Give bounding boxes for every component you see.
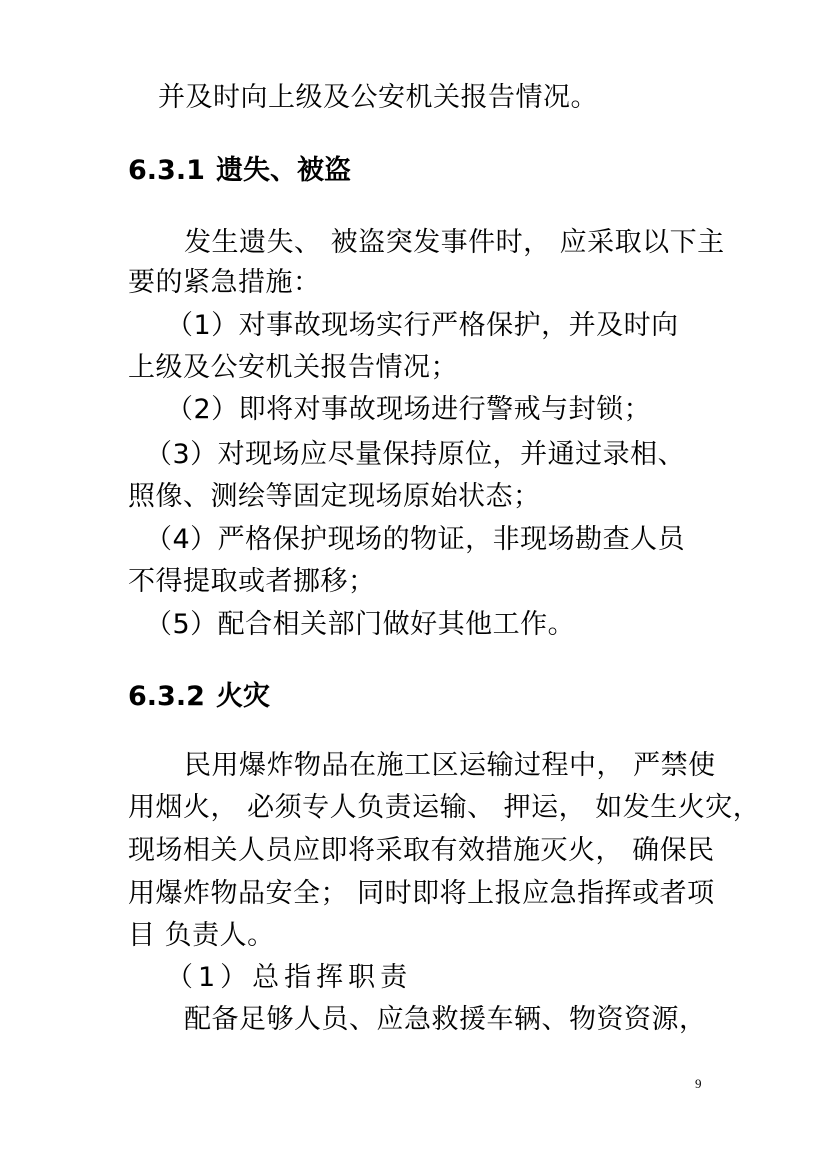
paragraph-line: 现场相关人员应即将采取有效措施灭火， 确保民 (128, 835, 715, 866)
list-item-3: （3）对现场应尽量保持原位，并通过录相、 (145, 439, 686, 470)
paragraph-line: 并及时向上级及公安机关报告情况。 (158, 82, 598, 113)
paragraph-line: 用烟火， 必须专人负责运输、 押运， 如发生火灾， (128, 792, 761, 823)
section-number: 6.3.1 (128, 155, 205, 186)
page-number: 9 (695, 1076, 702, 1091)
paragraph-line: 民用爆炸物品在施工区运输过程中， 严禁使 (184, 750, 716, 781)
section-title: 遗失、被盗 (216, 155, 351, 186)
list-item-1-continued: 上级及公安机关报告情况； (128, 352, 458, 383)
subsection-heading: （1）总指挥职责 (166, 962, 413, 993)
list-item-3-continued: 照像、测绘等固定现场原始状态； (128, 481, 541, 512)
paragraph-line: 目 负责人。 (128, 920, 275, 951)
list-item-5: （5）配合相关部门做好其他工作。 (145, 609, 576, 640)
paragraph-line: 配备足够人员、应急救援车辆、物资资源， (184, 1004, 707, 1035)
list-item-1: （1）对事故现场实行严格保护，并及时向 (166, 310, 679, 341)
paragraph-line: 要的紧急措施： (128, 267, 321, 298)
paragraph-line: 发生遗失、 被盗突发事件时， 应采取以下主 (184, 227, 725, 258)
section-title: 火灾 (216, 681, 270, 712)
section-heading-6-3-1 (128, 153, 351, 189)
list-item-4-continued: 不得提取或者挪移； (128, 566, 376, 597)
list-item-4: （4）严格保护现场的物证，非现场勘查人员 (145, 524, 686, 555)
list-item-2: （2）即将对事故现场进行警戒与封锁； (166, 394, 652, 425)
section-heading-6-3-2 (128, 679, 270, 715)
paragraph-line: 用爆炸物品安全； 同时即将上报应急指挥或者项 (128, 878, 715, 909)
section-number: 6.3.2 (128, 681, 205, 712)
